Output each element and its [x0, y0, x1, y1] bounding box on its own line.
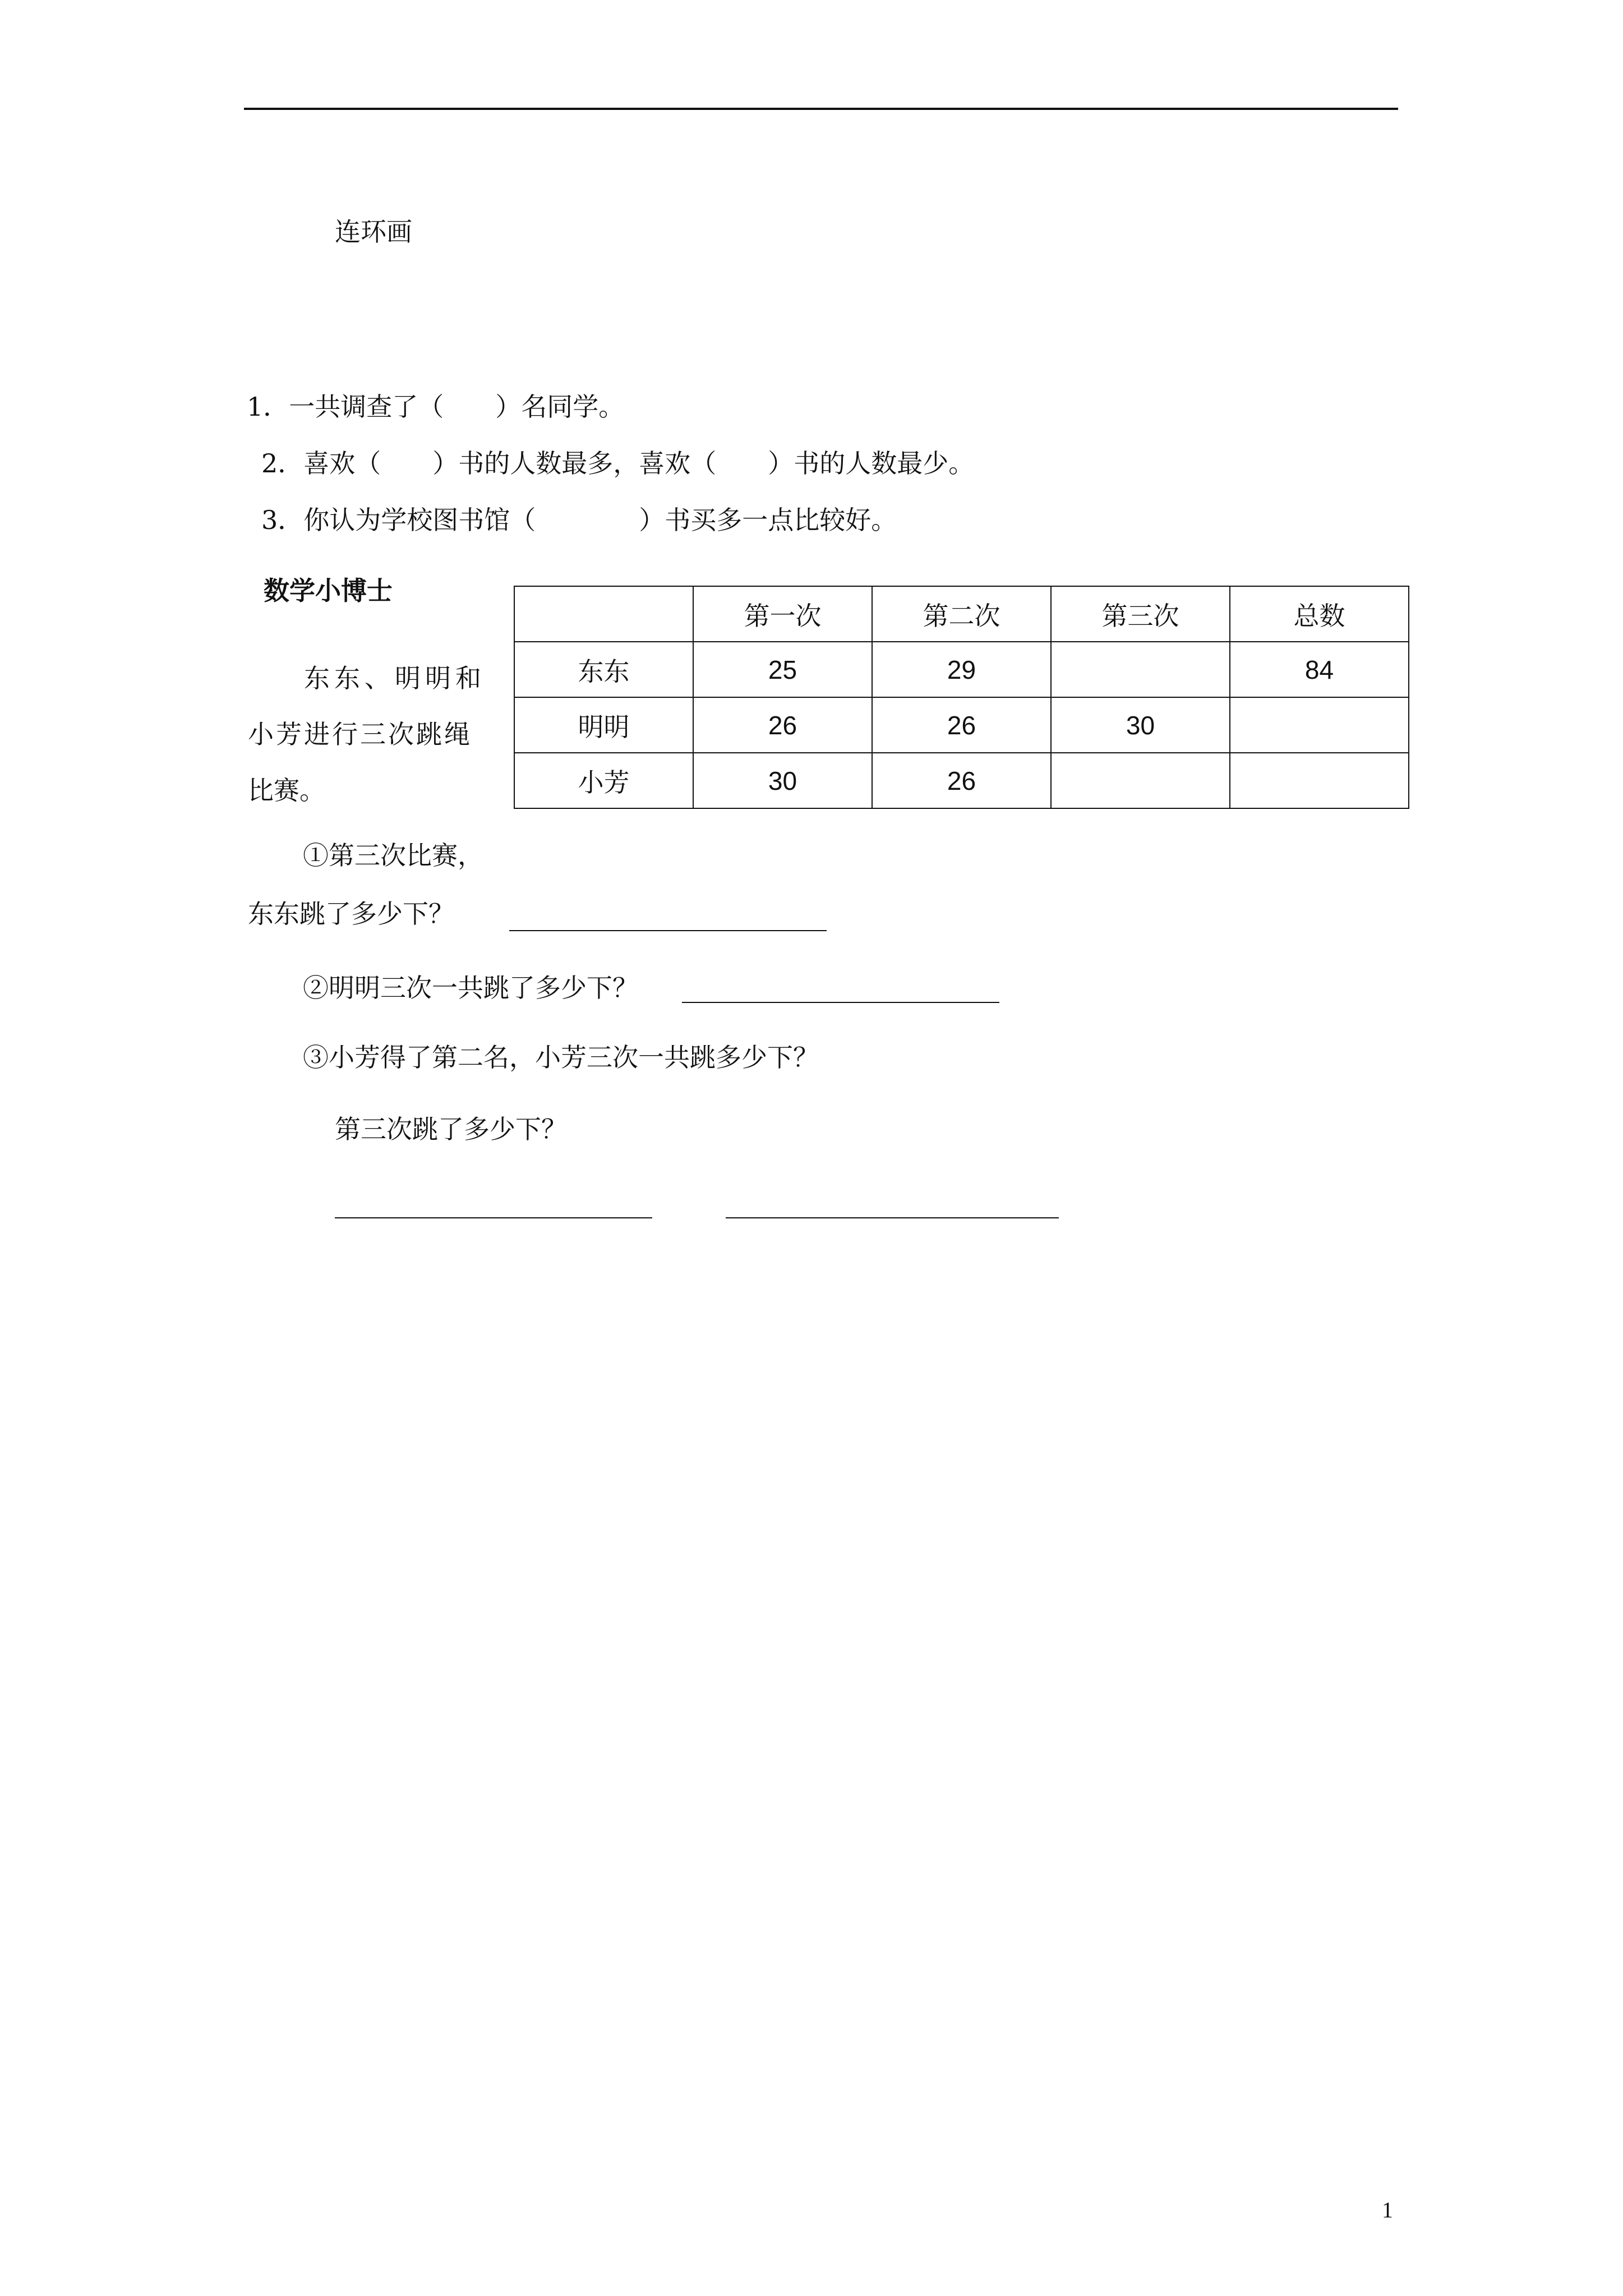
- answer-blank-1[interactable]: [509, 930, 827, 931]
- header-title: 连环画: [335, 217, 412, 247]
- sub-question-2: ②明明三次一共跳了多少下？: [303, 973, 638, 1003]
- row-name: 东东: [514, 642, 693, 697]
- table-cell: [1051, 642, 1230, 697]
- answer-blank-3a[interactable]: [335, 1217, 652, 1218]
- table-cell: 25: [693, 642, 872, 697]
- question-2: 2．喜欢（ ）书的人数最多，喜欢（ ）书的人数最少。: [261, 448, 975, 478]
- answer-blank-2[interactable]: [682, 1002, 999, 1003]
- question-1: 1．一共调查了（ ）名同学。: [247, 392, 625, 422]
- score-table: [514, 586, 1409, 809]
- answer-blank-3b[interactable]: [726, 1217, 1059, 1218]
- section-title: 数学小博士: [264, 576, 393, 606]
- table-cell: 84: [1230, 642, 1409, 697]
- row-name: 小芳: [514, 753, 693, 808]
- table-cell: 30: [693, 753, 872, 808]
- row-name: 明明: [514, 697, 693, 753]
- sub-question-3: ③小芳得了第二名，小芳三次一共跳多少下？: [303, 1042, 819, 1073]
- table-row: [514, 697, 1409, 753]
- table-header-cell: 总数: [1230, 586, 1409, 642]
- table-row: [514, 642, 1409, 697]
- sub-question-1-line-1: ①第三次比赛，: [303, 840, 483, 871]
- intro-line-1: 东东、明明和: [304, 663, 486, 693]
- page-number: 1: [1382, 2197, 1393, 2223]
- intro-line-3: 比赛。: [248, 775, 325, 806]
- table-cell: 26: [872, 697, 1051, 753]
- table-header-corner: [514, 586, 693, 642]
- table-cell: 26: [872, 753, 1051, 808]
- sub-question-1-line-2: 东东跳了多少下？: [248, 899, 454, 929]
- question-3: 3．你认为学校图书馆（ ）书买多一点比较好。: [261, 505, 897, 535]
- table-cell: [1230, 697, 1409, 753]
- intro-line-2: 小芳进行三次跳绳: [248, 719, 472, 749]
- table-cell: [1051, 753, 1230, 808]
- table-header-cell: 第一次: [693, 586, 872, 642]
- table-cell: 29: [872, 642, 1051, 697]
- sub-question-3-follow-up: 第三次跳了多少下？: [335, 1114, 567, 1144]
- table-cell: 30: [1051, 697, 1230, 753]
- table-cell: 26: [693, 697, 872, 753]
- table-cell: [1230, 753, 1409, 808]
- table-header-cell: 第三次: [1051, 586, 1230, 642]
- table-header-row: [514, 586, 1409, 642]
- header-rule: [244, 108, 1398, 110]
- table-row: [514, 753, 1409, 808]
- table-header-cell: 第二次: [872, 586, 1051, 642]
